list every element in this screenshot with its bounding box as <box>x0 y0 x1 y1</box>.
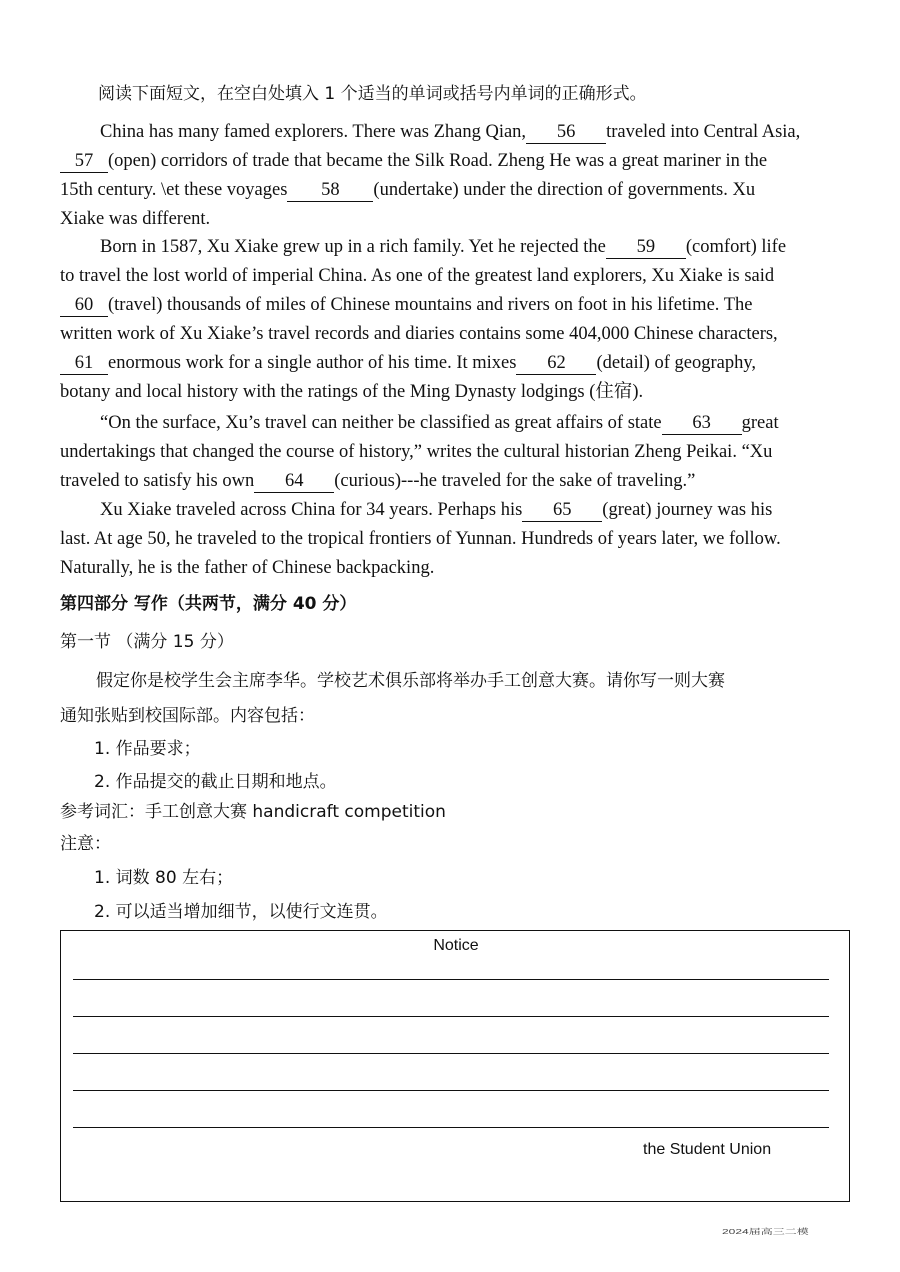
section-heading: 第一节 （满分 15 分） <box>60 632 234 652</box>
note-label: 注意： <box>60 834 111 854</box>
passage-line: undertakings that changed the course of history,” writes the cultural historian Zheng Peikai. “Xu <box>60 442 773 462</box>
writing-line <box>73 979 829 980</box>
passage-text: China has many famed explorers. There was Zhang Qian, <box>100 122 527 142</box>
prompt-text: 假定你是校学生会主席李华。学校艺术俱乐部将举办手工创意大赛。请你写一则大赛 <box>96 671 725 691</box>
passage-line: Naturally, he is the father of Chinese backpacking. <box>60 558 435 578</box>
passage-text: (detail) of geography, <box>596 353 757 373</box>
passage-text: (comfort) life <box>685 237 787 257</box>
blank-63: 63 <box>662 412 742 435</box>
passage-line: last. At age 50, he traveled to the tropical frontiers of Yunnan. Hundreds of years later, we follow. <box>60 529 781 549</box>
passage-text: great <box>741 413 779 433</box>
passage-text: (travel) thousands of miles of Chinese mountains and rivers on foot in his lifetime. The <box>108 295 753 315</box>
passage-text: (curious)---he traveled for the sake of traveling.” <box>334 471 696 491</box>
blank-61: 61 <box>60 352 108 375</box>
writing-line <box>73 1127 829 1128</box>
writing-line <box>73 1090 829 1091</box>
blank-59: 59 <box>606 236 686 259</box>
passage-line <box>60 291 752 320</box>
passage-text: Born in 1587, Xu Xiake grew up in a rich family. Yet he rejected the <box>100 237 606 257</box>
blank-57: 57 <box>60 150 108 173</box>
blank-64: 64 <box>254 470 334 493</box>
passage-text: 15th century. \et these voyages <box>60 180 288 200</box>
blank-56: 56 <box>526 121 606 144</box>
vocab-hint: 参考词汇：手工创意大赛 handicraft competition <box>60 802 446 822</box>
passage-line <box>60 147 767 176</box>
part-heading: 第四部分 写作（共两节，满分 40 分） <box>60 594 357 614</box>
prompt-text: 通知张贴到校国际部。内容包括： <box>60 706 315 726</box>
writing-line <box>73 1053 829 1054</box>
page-footer: 2024届高三二模 <box>722 1227 809 1236</box>
passage-text: (undertake) under the direction of governments. Xu <box>373 180 756 200</box>
requirement-item: 1. 作品要求； <box>94 739 201 759</box>
passage-text: Xu Xiake traveled across China for 34 years. Perhaps his <box>100 500 523 520</box>
passage-line: to travel the lost world of imperial China. As one of the greatest land explorers, Xu Xiake is said <box>60 266 775 286</box>
passage-text: traveled into Central Asia, <box>606 122 801 142</box>
note-item: 2. 可以适当增加细节，以使行文连贯。 <box>94 902 388 922</box>
signoff: the Student Union <box>643 1141 772 1158</box>
passage-text: “On the surface, Xu’s travel can neither be classified as great affairs of state <box>100 413 662 433</box>
blank-62: 62 <box>516 352 596 375</box>
passage-line <box>100 496 772 525</box>
blank-58: 58 <box>287 179 373 202</box>
passage-text: enormous work for a single author of his time. It mixes <box>108 353 517 373</box>
instruction: 阅读下面短文，在空白处填入 1 个适当的单词或括号内单词的正确形式。 <box>98 84 647 104</box>
requirement-item: 2. 作品提交的截止日期和地点。 <box>94 772 337 792</box>
passage-line <box>60 176 755 205</box>
writing-line <box>73 1016 829 1017</box>
passage-line <box>100 118 800 147</box>
passage-text: traveled to satisfy his own <box>60 471 255 491</box>
passage-line <box>60 467 695 496</box>
notice-title: Notice <box>433 937 479 954</box>
passage-line: written work of Xu Xiake’s travel records and diaries contains some 404,000 Chinese characters, <box>60 324 778 344</box>
passage-line <box>100 233 786 262</box>
passage-line: botany and local history with the ratings of the Ming Dynasty lodgings (住宿). <box>60 382 644 402</box>
passage-text: (great) journey was his <box>602 500 773 520</box>
passage-text: (open) corridors of trade that became the Silk Road. Zheng He was a great mariner in the <box>108 151 768 171</box>
passage-line <box>60 349 756 378</box>
note-item: 1. 词数 80 左右； <box>94 868 234 888</box>
answer-box <box>60 930 850 1202</box>
blank-65: 65 <box>522 499 602 522</box>
passage-line <box>100 409 779 438</box>
blank-60: 60 <box>60 294 108 317</box>
passage-line: Xiake was different. <box>60 209 211 229</box>
